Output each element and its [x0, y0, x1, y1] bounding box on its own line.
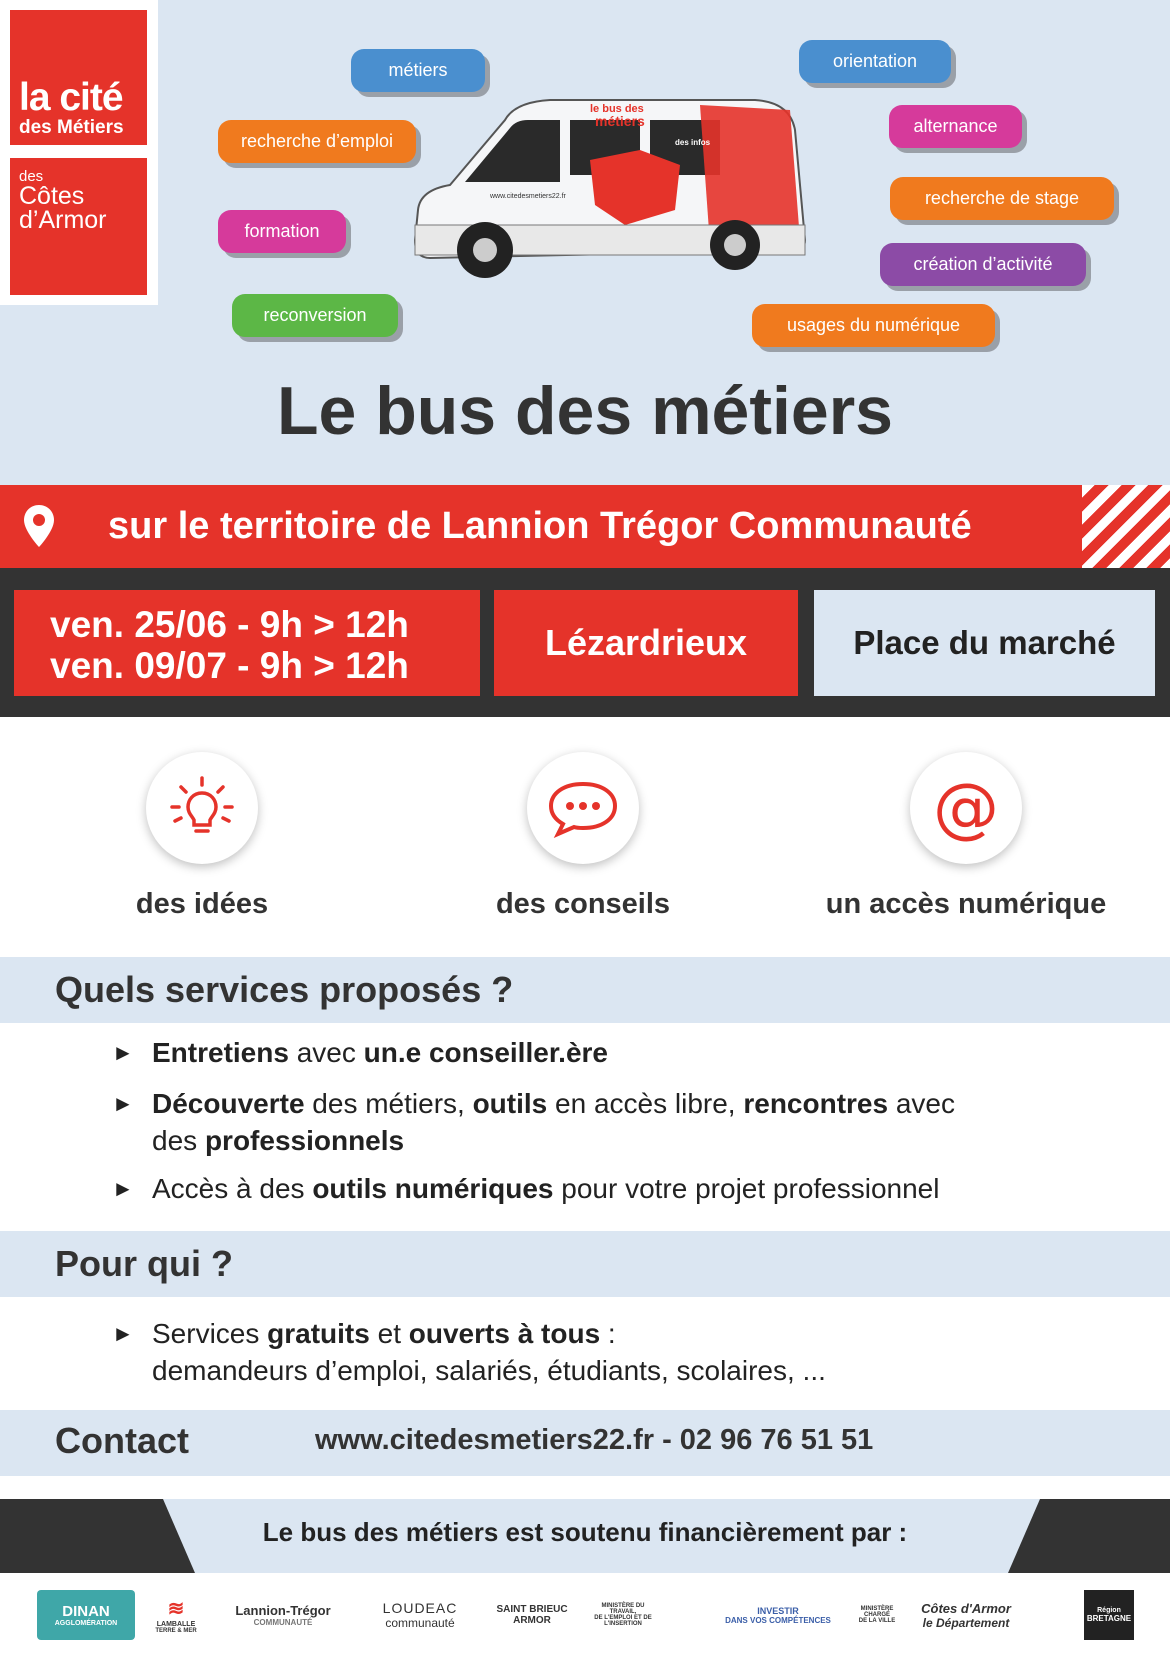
partner-loudeac — [372, 1590, 468, 1640]
bus-side-title-1: le bus des — [590, 103, 644, 115]
arrow-icon: ► — [112, 1091, 134, 1116]
place: Place du marché — [853, 624, 1116, 661]
bus-side-title-2: métiers — [595, 113, 645, 129]
text: MINISTÈRE DU TRAVAIL, — [601, 1603, 645, 1615]
text: INVESTIR — [757, 1605, 799, 1616]
text: Région — [1097, 1607, 1121, 1614]
date-1: ven. 25/06 - 9h > 12h — [50, 604, 409, 645]
services-heading: Quels services proposés ? — [55, 969, 514, 1010]
bubble-orientation — [799, 40, 951, 83]
audience-heading: Pour qui ? — [55, 1243, 233, 1284]
text: LOUDEAC — [382, 1600, 458, 1616]
bubble-reconversion — [232, 294, 398, 337]
dates-box — [14, 590, 480, 696]
bus-side-url: www.citedesmetiers22.fr — [490, 193, 566, 200]
text: SAINT BRIEUC — [496, 1604, 568, 1615]
feature-label-digital: un accès numérique — [825, 888, 1107, 920]
contact-value[interactable]: www.citedesmetiers22.fr - 02 96 76 51 51 — [315, 1424, 874, 1456]
arrow-icon: ► — [112, 1176, 134, 1201]
text: COMMUNAUTÉ — [253, 1618, 313, 1627]
text: Accès à des — [152, 1173, 313, 1204]
text: et — [369, 1318, 409, 1349]
text: Lannion-Trégor — [235, 1603, 331, 1618]
bubble-label: alternance — [913, 116, 998, 136]
text: en accès libre, — [547, 1088, 744, 1119]
text: DE L'EMPLOI ET DE L'INSERTION — [594, 1615, 652, 1627]
text: : — [600, 1318, 616, 1349]
partner-investir — [718, 1590, 838, 1640]
text: gratuits — [267, 1318, 370, 1349]
logo-top-block — [10, 10, 147, 145]
partner-lannion-tregor — [214, 1590, 352, 1640]
partner-lamballe — [148, 1590, 204, 1640]
logo-sub2: Côtes — [19, 182, 85, 210]
text: avec — [888, 1088, 956, 1119]
page-title: Le bus des métiers — [276, 373, 894, 449]
text: AGGLOMÉRATION — [54, 1620, 118, 1627]
text: Découverte — [152, 1088, 305, 1119]
bubble-label: orientation — [832, 51, 918, 71]
text: le Département — [922, 1615, 1010, 1630]
text: ouverts à tous — [408, 1318, 601, 1349]
text: rencontres — [743, 1088, 889, 1119]
text: un.e conseiller.ère — [363, 1037, 608, 1068]
bubble-label: métiers — [388, 60, 448, 80]
lamballe-mark-icon: ≋ — [167, 1598, 185, 1620]
speech-bubble-icon — [546, 778, 620, 838]
at-sign-icon: @ — [933, 769, 999, 846]
footer-band — [0, 1499, 1170, 1573]
text: DINAN — [62, 1603, 110, 1620]
logo-sub3: d’Armor — [19, 206, 107, 234]
partner-cotes-armor — [915, 1590, 1017, 1640]
stripes-decoration — [1082, 485, 1170, 568]
text: Entretiens — [152, 1037, 289, 1068]
location-pin-icon — [22, 503, 56, 549]
feature-advice — [527, 752, 639, 864]
text: des — [152, 1125, 205, 1156]
text: avec — [288, 1037, 364, 1068]
territory-text: sur le territoire de Lannion Trégor Communauté — [108, 505, 972, 547]
logo-line1: la cité — [19, 76, 123, 119]
bubble-alternance — [889, 105, 1022, 148]
logo-sub1: des — [19, 168, 44, 185]
text: DE LA VILLE — [858, 1618, 896, 1624]
text: des métiers, — [304, 1088, 473, 1119]
services-heading-band — [0, 957, 1170, 1023]
bubble-label: recherche d’emploi — [240, 131, 394, 151]
bus-illustration — [410, 90, 840, 300]
schedule-band — [0, 568, 1170, 717]
bus-side-info: des infos — [675, 138, 711, 147]
contact-band — [0, 1410, 1170, 1476]
text: ARMOR — [513, 1615, 551, 1626]
partner-region-bretagne — [1084, 1590, 1134, 1640]
text: outils — [472, 1088, 548, 1119]
logo — [0, 0, 158, 305]
feature-digital — [910, 752, 1022, 864]
bubble-label: reconversion — [263, 305, 367, 325]
bubble-label: formation — [244, 221, 320, 241]
text: MINISTÈRE CHARGÉ — [860, 1606, 894, 1618]
city: Lézardrieux — [544, 622, 748, 663]
text: professionnels — [204, 1125, 405, 1156]
text: DANS VOS COMPÉTENCES — [725, 1615, 831, 1625]
bubble-label: création d’activité — [913, 254, 1053, 274]
place-box — [814, 590, 1155, 696]
text: communauté — [385, 1616, 455, 1630]
territory-band — [0, 485, 1170, 568]
bubble-recherche-stage — [890, 177, 1114, 220]
audience-line2: demandeurs d’emploi, salariés, étudiants, scolaires, ... — [152, 1355, 826, 1386]
text: pour votre projet professionnel — [553, 1173, 940, 1204]
bubble-formation — [218, 210, 346, 253]
footer-text: Le bus des métiers est soutenu financièrement par : — [262, 1517, 908, 1547]
logo-line2: des Métiers — [19, 117, 124, 138]
lightbulb-icon — [167, 773, 237, 843]
bubble-label: usages du numérique — [786, 315, 961, 335]
text: outils numériques — [312, 1173, 554, 1204]
bubble-metiers — [351, 49, 485, 92]
logo-bottom-block — [10, 158, 147, 295]
audience-heading-band — [0, 1231, 1170, 1297]
contact-label: Contact — [55, 1420, 189, 1461]
bubble-usages-numerique — [752, 304, 995, 347]
partner-ministere-ville — [852, 1590, 902, 1640]
partner-dinan — [37, 1590, 135, 1640]
arrow-icon: ► — [112, 1040, 134, 1065]
text: TERRE & MER — [155, 1628, 197, 1634]
city-box — [494, 590, 798, 696]
bubble-label: recherche de stage — [924, 188, 1080, 208]
arrow-icon: ► — [112, 1321, 134, 1346]
date-2: ven. 09/07 - 9h > 12h — [50, 645, 409, 686]
text: Services — [152, 1318, 268, 1349]
text: LAMBALLE — [156, 1621, 196, 1628]
text: Côtes d'Armor — [921, 1600, 1011, 1616]
feature-label-ideas: des idées — [135, 888, 269, 920]
partner-saint-brieuc — [484, 1590, 580, 1640]
text: BRETAGNE — [1086, 1614, 1132, 1623]
feature-label-advice: des conseils — [495, 888, 671, 920]
partner-ministere-travail — [590, 1590, 656, 1640]
bubble-creation-activite — [880, 243, 1086, 286]
feature-ideas — [146, 752, 258, 864]
bubble-recherche-emploi — [218, 120, 416, 163]
